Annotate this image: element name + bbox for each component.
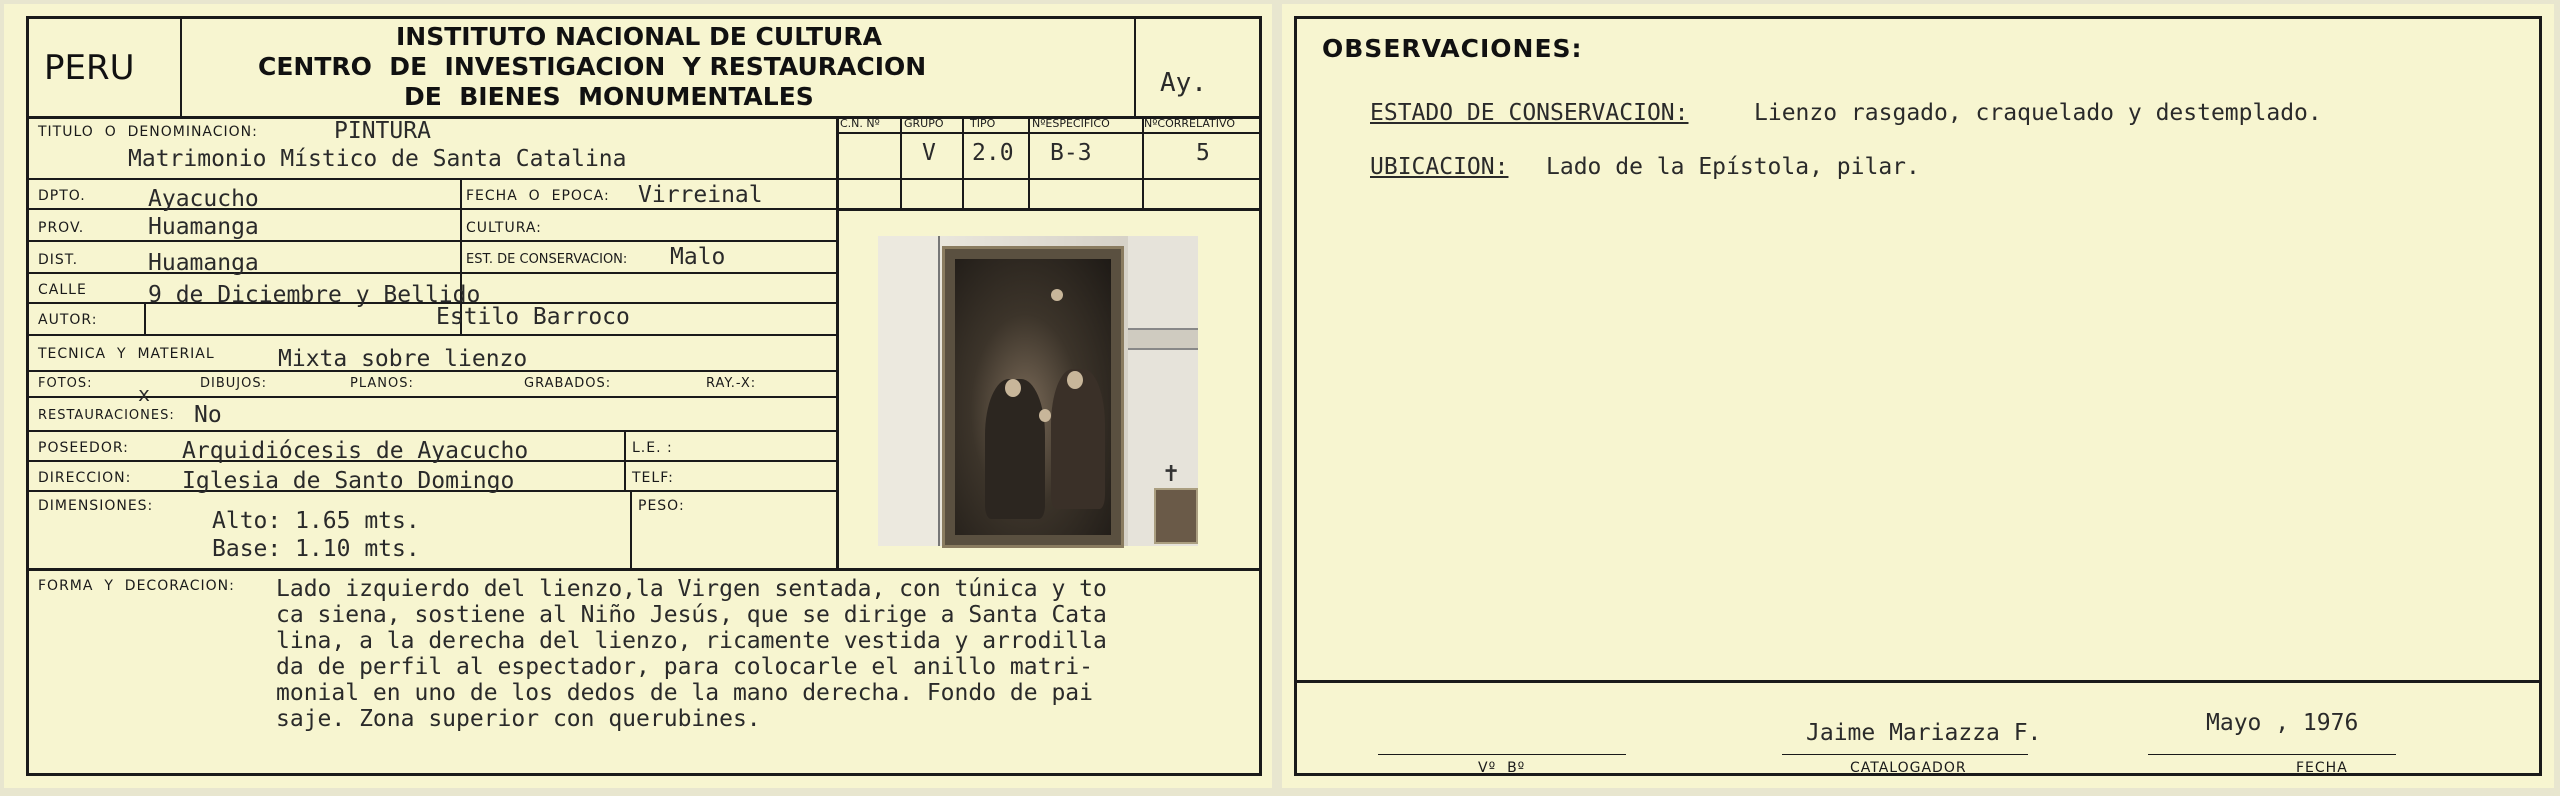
footer-date: Mayo , 1976 xyxy=(2206,710,2359,736)
class-value-correlativo: 5 xyxy=(1196,140,1210,166)
class-header-cn: C.N. Nº xyxy=(840,117,880,130)
autor-label: AUTOR: xyxy=(38,312,98,328)
catalog-card-front xyxy=(4,4,1272,788)
tecnica-value: Mixta sobre lienzo xyxy=(278,346,528,372)
class-value-tipo: 2.0 xyxy=(972,140,1014,166)
dist-label: DIST. xyxy=(38,252,79,268)
painting-frame xyxy=(942,246,1124,548)
prov-value: Huamanga xyxy=(148,214,259,240)
class-header-correlativo: NºCORRELATIVO xyxy=(1144,117,1235,130)
forma-label: FORMA Y DECORACION: xyxy=(38,578,235,594)
ubicacion-text: Lado de la Epístola, pilar. xyxy=(1546,154,1920,180)
estado-conservacion-text: Lienzo rasgado, craquelado y destemplado. xyxy=(1754,100,2322,126)
card-border xyxy=(1294,16,2542,776)
class-header-grupo: GRUPO xyxy=(904,117,944,130)
observaciones-label: OBSERVACIONES: xyxy=(1322,34,1583,63)
cross-icon: ✝ xyxy=(1162,462,1181,487)
region-code: Ay. xyxy=(1160,68,1207,98)
calle-value: 9 de Diciembre y Bellido xyxy=(148,282,481,308)
class-value-especifico: B-3 xyxy=(1050,140,1092,166)
fotos-mark: x xyxy=(138,382,151,406)
institution-line-1: INSTITUTO NACIONAL DE CULTURA xyxy=(396,22,882,51)
fecha-epoca-value: Virreinal xyxy=(638,182,763,208)
telf-label: TELF: xyxy=(632,470,674,486)
cultura-label: CULTURA: xyxy=(466,220,542,236)
dist-value: Huamanga xyxy=(148,250,259,276)
titulo-name: Matrimonio Místico de Santa Catalina xyxy=(128,146,627,172)
ubicacion-heading: UBICACION: xyxy=(1370,154,1509,180)
estado-conservacion-heading: ESTADO DE CONSERVACION: xyxy=(1370,100,1689,126)
forma-line-6: saje. Zona superior con querubines. xyxy=(276,706,761,732)
rayx-label: RAY.-X: xyxy=(706,376,757,391)
forma-line-5: monial en uno de los dedos de la mano derecha. Fondo de pai xyxy=(276,680,1093,706)
titulo-type: PINTURA xyxy=(334,118,431,144)
class-header-tipo: TIPO xyxy=(970,117,996,130)
fecha-epoca-label: FECHA O EPOCA: xyxy=(466,188,610,204)
titulo-label: TITULO O DENOMINACION: xyxy=(38,124,258,140)
catalogador-name: Jaime Mariazza F. xyxy=(1806,720,2042,746)
institution-line-3: DE BIENES MONUMENTALES xyxy=(404,82,814,111)
fecha-label: FECHA xyxy=(2296,760,2348,776)
class-value-grupo: V xyxy=(922,140,936,166)
forma-line-4: da de perfil al espectador, para colocarle el anillo matri- xyxy=(276,654,1093,680)
prov-label: PROV. xyxy=(38,220,85,236)
planos-label: PLANOS: xyxy=(350,376,414,391)
dimensiones-label: DIMENSIONES: xyxy=(38,498,154,514)
tecnica-label: TECNICA Y MATERIAL xyxy=(38,346,215,362)
poseedor-label: POSEEDOR: xyxy=(38,440,129,456)
dpto-value: Ayacucho xyxy=(148,186,259,212)
grabados-label: GRABADOS: xyxy=(524,376,612,391)
fotos-label: FOTOS: xyxy=(38,376,93,391)
forma-line-2: ca siena, sostiene al Niño Jesús, que se dirige a Santa Cata xyxy=(276,602,1107,628)
institution-line-2: CENTRO DE INVESTIGACION Y RESTAURACION xyxy=(258,52,927,81)
calle-label: CALLE xyxy=(38,282,87,298)
catalogador-label: CATALOGADOR xyxy=(1850,760,1967,776)
restauraciones-label: RESTAURACIONES: xyxy=(38,408,175,423)
dibujos-label: DIBUJOS: xyxy=(200,376,267,391)
le-label: L.E. : xyxy=(632,440,673,456)
alto-value: Alto: 1.65 mts. xyxy=(212,508,420,534)
poseedor-value: Arquidiócesis de Ayacucho xyxy=(182,438,529,464)
direccion-value: Iglesia de Santo Domingo xyxy=(182,468,515,494)
forma-line-1: Lado izquierdo del lienzo,la Virgen sentada, con túnica y to xyxy=(276,576,1107,602)
vobo-label: Vº Bº xyxy=(1478,760,1526,776)
autor-value: Estilo Barroco xyxy=(436,304,630,330)
base-value: Base: 1.10 mts. xyxy=(212,536,420,562)
estado-conservacion-value: Malo xyxy=(670,244,726,270)
estado-conservacion-label: EST. DE CONSERVACION: xyxy=(466,252,628,267)
forma-line-3: lina, a la derecha del lienzo, ricamente vestida y arrodilla xyxy=(276,628,1107,654)
restauraciones-value: No xyxy=(194,402,222,428)
dpto-label: DPTO. xyxy=(38,188,86,204)
catalog-card-back xyxy=(1282,4,2554,788)
peso-label: PESO: xyxy=(638,498,685,514)
country-label: PERU xyxy=(44,48,135,88)
class-header-especifico: NºESPECIFICO xyxy=(1032,117,1110,130)
artwork-photo xyxy=(878,236,1198,546)
direccion-label: DIRECCION: xyxy=(38,470,132,486)
